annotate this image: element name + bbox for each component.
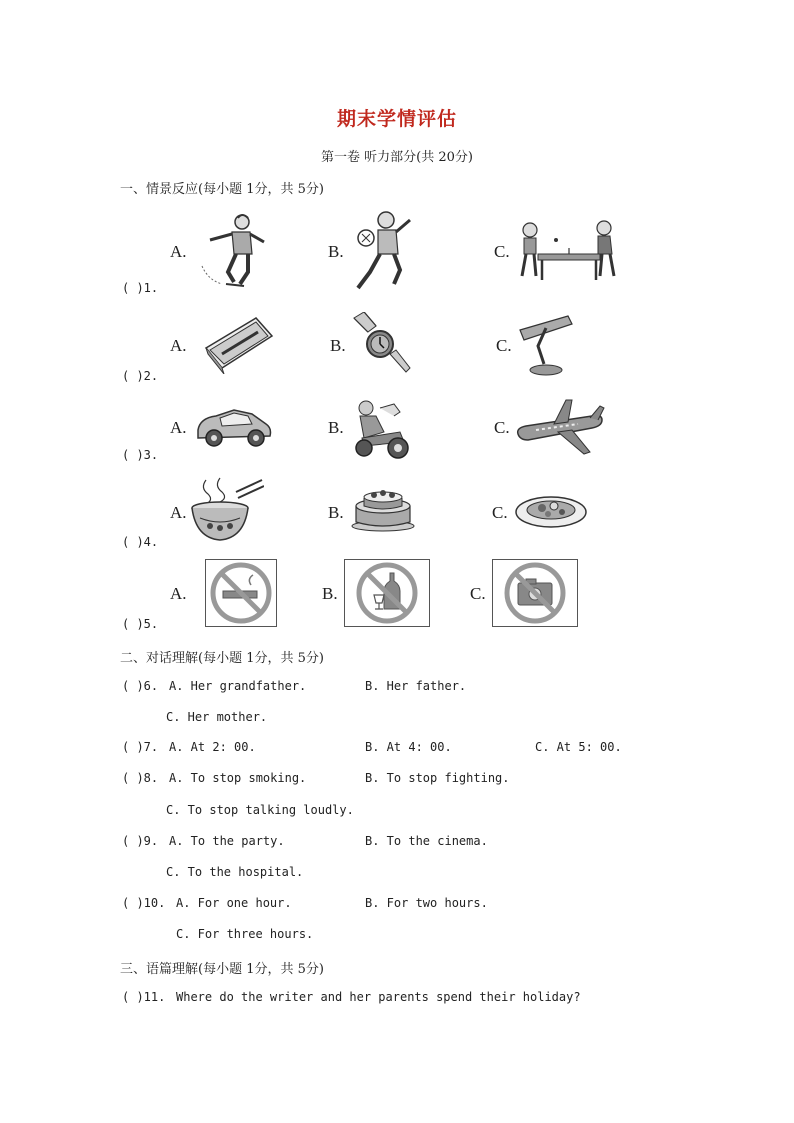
option-8b[interactable]: B. To stop fighting. [365, 771, 510, 785]
question-label-8[interactable]: ( )8. [122, 771, 159, 785]
option-letter-5a[interactable]: A. [170, 584, 187, 603]
question-label-1[interactable]: ( )1. [122, 281, 159, 295]
question-label-6[interactable]: ( )6. [122, 679, 159, 693]
option-letter-1c[interactable]: C. [494, 242, 510, 261]
option-7a[interactable]: A. At 2: 00. [169, 740, 256, 754]
no-smoking-icon [205, 559, 277, 627]
option-letter-5b[interactable]: B. [322, 584, 338, 603]
option-6a[interactable]: A. Her grandfather. [169, 679, 307, 693]
option-letter-2a[interactable]: A. [170, 336, 187, 355]
option-10b[interactable]: B. For two hours. [365, 896, 488, 910]
airplane-icon [514, 398, 606, 456]
question-label-9[interactable]: ( )9. [122, 834, 159, 848]
question-label-11[interactable]: ( )11. [122, 990, 166, 1004]
question-label-3[interactable]: ( )3. [122, 448, 159, 462]
question-label-10[interactable]: ( )10. [122, 896, 166, 910]
option-letter-4a[interactable]: A. [170, 503, 187, 522]
option-letter-2b[interactable]: B. [330, 336, 346, 355]
soccer-boy-icon [346, 208, 416, 294]
option-8a[interactable]: A. To stop smoking. [169, 771, 307, 785]
option-9b[interactable]: B. To the cinema. [365, 834, 488, 848]
option-8c[interactable]: C. To stop talking loudly. [166, 803, 354, 817]
section-heading-2: 二、对话理解(每小题 1分，共 5分) [120, 651, 324, 666]
car-icon [194, 406, 274, 448]
question-text-11: Where do the writer and her parents spend their holiday? [176, 990, 581, 1004]
option-10c[interactable]: C. For three hours. [176, 927, 314, 941]
option-10a[interactable]: A. For one hour. [176, 896, 292, 910]
option-6b[interactable]: B. Her father. [365, 679, 467, 693]
option-9c[interactable]: C. To the hospital. [166, 865, 304, 879]
question-label-2[interactable]: ( )2. [122, 369, 159, 383]
option-7b[interactable]: B. At 4: 00. [365, 740, 452, 754]
section-heading-3: 三、语篇理解(每小题 1分，共 5分) [120, 962, 324, 977]
salad-plate-icon [514, 490, 588, 530]
question-label-7[interactable]: ( )7. [122, 740, 159, 754]
option-letter-2c[interactable]: C. [496, 336, 512, 355]
option-letter-1b[interactable]: B. [328, 242, 344, 261]
noodle-bowl-icon [190, 474, 264, 546]
watch-icon [350, 312, 412, 376]
motorbike-icon [350, 398, 410, 460]
desk-lamp-icon [516, 312, 574, 378]
option-letter-3b[interactable]: B. [328, 418, 344, 437]
question-label-4[interactable]: ( )4. [122, 535, 159, 549]
option-6c[interactable]: C. Her mother. [166, 710, 268, 724]
no-drinking-icon [344, 559, 430, 627]
skating-boy-icon [198, 210, 268, 290]
option-letter-3c[interactable]: C. [494, 418, 510, 437]
cake-icon [350, 484, 416, 532]
option-letter-1a[interactable]: A. [170, 242, 187, 261]
option-letter-3a[interactable]: A. [170, 418, 187, 437]
section-heading-1: 一、情景反应(每小题 1分，共 5分) [120, 182, 324, 197]
option-letter-4c[interactable]: C. [492, 503, 508, 522]
option-9a[interactable]: A. To the party. [169, 834, 285, 848]
option-letter-4b[interactable]: B. [328, 503, 344, 522]
page-title: 期末学情评估 [336, 108, 457, 130]
option-letter-5c[interactable]: C. [470, 584, 486, 603]
pencil-case-icon [200, 314, 276, 374]
page-subtitle: 第一卷 听力部分(共 20分) [321, 150, 473, 165]
option-7c[interactable]: C. At 5: 00. [535, 740, 622, 754]
no-photo-icon [492, 559, 578, 627]
ping-pong-icon [516, 218, 620, 284]
question-label-5[interactable]: ( )5. [122, 617, 159, 631]
